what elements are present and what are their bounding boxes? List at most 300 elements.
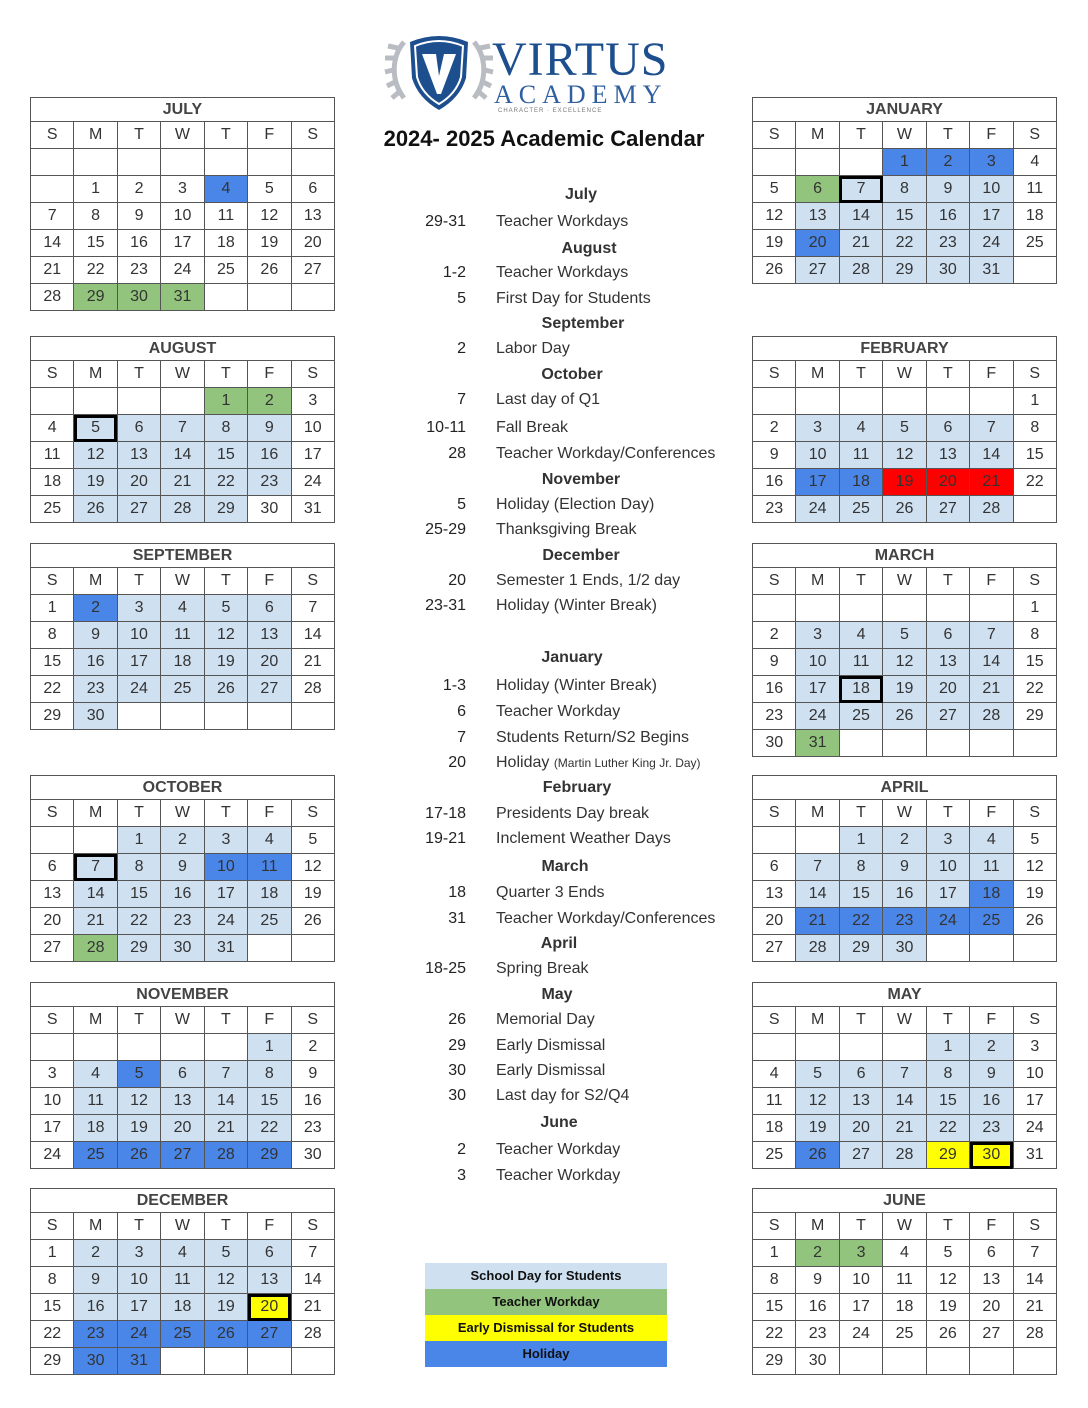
month-title: OCTOBER — [31, 776, 335, 800]
calendar-day: 22 — [883, 230, 926, 257]
calendar-day: 28 — [839, 257, 882, 284]
calendar-day: 16 — [74, 1294, 117, 1321]
calendar-day: 6 — [796, 176, 839, 203]
calendar-day: 17 — [31, 1115, 74, 1142]
calendar-empty-cell — [291, 284, 334, 311]
calendar-day: 4 — [161, 595, 204, 622]
weekday-header: T — [839, 800, 882, 827]
calendar-day: 4 — [839, 415, 882, 442]
calendar-day: 4 — [970, 827, 1013, 854]
calendar-day: 22 — [839, 908, 882, 935]
calendar-empty-cell — [161, 703, 204, 730]
calendar-day: 27 — [753, 935, 796, 962]
calendar-day: 12 — [796, 1088, 839, 1115]
calendar-day: 23 — [926, 230, 969, 257]
calendar-day: 1 — [883, 149, 926, 176]
calendar-day: 2 — [291, 1034, 334, 1061]
calendar-day: 19 — [753, 230, 796, 257]
calendar-day: 5 — [796, 1061, 839, 1088]
calendar-day: 30 — [796, 1348, 839, 1375]
calendar-day: 20 — [248, 649, 291, 676]
calendar-day: 13 — [839, 1088, 882, 1115]
calendar-day: 18 — [31, 469, 74, 496]
calendar-day: 17 — [117, 649, 160, 676]
calendar-day: 19 — [117, 1115, 160, 1142]
calendar-empty-cell — [1013, 257, 1056, 284]
calendar-day: 2 — [753, 622, 796, 649]
calendar-january — [752, 97, 1057, 284]
calendar-day: 20 — [161, 1115, 204, 1142]
calendar-empty-cell — [161, 1348, 204, 1375]
calendar-day: 4 — [1013, 149, 1056, 176]
calendar-day: 27 — [248, 676, 291, 703]
calendar-day: 2 — [117, 176, 160, 203]
calendar-day: 13 — [291, 203, 334, 230]
calendar-day: 14 — [204, 1088, 247, 1115]
calendar-april — [752, 775, 1057, 962]
calendar-day: 19 — [1013, 881, 1056, 908]
calendar-day: 24 — [117, 1321, 160, 1348]
calendar-day: 18 — [204, 230, 247, 257]
calendar-empty-cell — [883, 1348, 926, 1375]
weekday-header: S — [291, 800, 334, 827]
calendar-day: 12 — [753, 203, 796, 230]
weekday-header: T — [204, 800, 247, 827]
calendar-day: 11 — [970, 854, 1013, 881]
weekday-header: T — [204, 122, 247, 149]
calendar-day: 25 — [839, 703, 882, 730]
weekday-header: T — [926, 122, 969, 149]
weekday-header: W — [161, 361, 204, 388]
calendar-day: 1 — [753, 1240, 796, 1267]
calendar-day: 26 — [926, 1321, 969, 1348]
calendar-day: 29 — [248, 1142, 291, 1169]
calendar-day: 12 — [74, 442, 117, 469]
calendar-day: 25 — [204, 257, 247, 284]
calendar-day: 15 — [31, 1294, 74, 1321]
calendar-day: 31 — [970, 257, 1013, 284]
calendar-day: 30 — [74, 1348, 117, 1375]
calendar-day: 14 — [1013, 1267, 1056, 1294]
calendar-day: 15 — [1013, 442, 1056, 469]
calendar-day: 9 — [291, 1061, 334, 1088]
weekday-header: T — [926, 1213, 969, 1240]
weekday-header: S — [31, 361, 74, 388]
calendar-day: 8 — [31, 1267, 74, 1294]
calendar-june — [752, 1188, 1057, 1375]
calendar-day: 24 — [839, 1321, 882, 1348]
calendar-day: 16 — [970, 1088, 1013, 1115]
calendar-day: 3 — [970, 149, 1013, 176]
calendar-day: 25 — [753, 1142, 796, 1169]
weekday-header: M — [796, 1007, 839, 1034]
calendar-day: 28 — [291, 1321, 334, 1348]
calendar-day: 12 — [883, 649, 926, 676]
calendar-day: 15 — [248, 1088, 291, 1115]
calendar-day: 10 — [291, 415, 334, 442]
calendar-day: 23 — [883, 908, 926, 935]
weekday-header: F — [248, 361, 291, 388]
weekday-header: T — [839, 361, 882, 388]
calendar-day: 14 — [970, 442, 1013, 469]
calendar-day: 7 — [291, 595, 334, 622]
calendar-day: 16 — [796, 1294, 839, 1321]
calendar-day: 20 — [291, 230, 334, 257]
calendar-day: 26 — [796, 1142, 839, 1169]
weekday-header: F — [970, 361, 1013, 388]
calendar-day: 30 — [248, 496, 291, 523]
calendar-day: 24 — [117, 676, 160, 703]
calendar-empty-cell — [796, 595, 839, 622]
weekday-header: M — [74, 800, 117, 827]
calendar-day: 3 — [926, 827, 969, 854]
calendar-day: 13 — [161, 1088, 204, 1115]
calendar-empty-cell — [926, 935, 969, 962]
calendar-day: 24 — [926, 908, 969, 935]
calendar-day: 5 — [883, 622, 926, 649]
calendar-empty-cell — [204, 1034, 247, 1061]
calendar-day: 15 — [74, 230, 117, 257]
weekday-header: T — [117, 1213, 160, 1240]
calendar-day: 12 — [117, 1088, 160, 1115]
month-heading-september: September — [541, 315, 625, 332]
weekday-header: T — [117, 361, 160, 388]
calendar-day: 2 — [74, 595, 117, 622]
calendar-day: 9 — [926, 176, 969, 203]
calendar-day: 7 — [1013, 1240, 1056, 1267]
calendar-day: 5 — [926, 1240, 969, 1267]
calendar-empty-cell — [74, 827, 117, 854]
calendar-day: 11 — [883, 1267, 926, 1294]
weekday-header: M — [796, 122, 839, 149]
calendar-day: 27 — [161, 1142, 204, 1169]
calendar-day: 3 — [204, 827, 247, 854]
calendar-march — [752, 543, 1057, 757]
calendar-day: 8 — [248, 1061, 291, 1088]
calendar-day: 7 — [204, 1061, 247, 1088]
calendar-day: 12 — [926, 1267, 969, 1294]
calendar-empty-cell — [31, 388, 74, 415]
calendar-day: 5 — [883, 415, 926, 442]
weekday-header: M — [74, 568, 117, 595]
weekday-header: W — [883, 800, 926, 827]
calendar-empty-cell — [753, 149, 796, 176]
calendar-day: 21 — [970, 469, 1013, 496]
calendar-day: 31 — [291, 496, 334, 523]
calendar-day: 27 — [839, 1142, 882, 1169]
weekday-header: M — [796, 800, 839, 827]
calendar-day: 18 — [161, 1294, 204, 1321]
weekday-header: S — [31, 1213, 74, 1240]
calendar-day: 14 — [31, 230, 74, 257]
calendar-day: 25 — [839, 496, 882, 523]
calendar-day: 26 — [753, 257, 796, 284]
weekday-header: T — [926, 361, 969, 388]
calendar-day: 15 — [117, 881, 160, 908]
weekday-header: W — [161, 1007, 204, 1034]
calendar-day: 23 — [970, 1115, 1013, 1142]
calendar-day: 30 — [161, 935, 204, 962]
calendar-day: 3 — [1013, 1034, 1056, 1061]
page-title: 2024- 2025 Academic Calendar — [383, 126, 705, 151]
calendar-day: 19 — [204, 649, 247, 676]
calendar-day: 10 — [796, 442, 839, 469]
calendar-day: 25 — [161, 676, 204, 703]
calendar-day: 5 — [1013, 827, 1056, 854]
calendar-day: 29 — [926, 1142, 969, 1169]
calendar-day: 3 — [117, 595, 160, 622]
calendar-day: 3 — [31, 1061, 74, 1088]
calendar-day: 11 — [1013, 176, 1056, 203]
calendar-day: 18 — [839, 676, 882, 703]
calendar-empty-cell — [926, 730, 969, 757]
calendar-day: 31 — [796, 730, 839, 757]
calendar-empty-cell — [883, 730, 926, 757]
weekday-header: F — [970, 1213, 1013, 1240]
month-title: AUGUST — [31, 337, 335, 361]
month-heading-august: August — [561, 240, 617, 257]
calendar-day: 11 — [753, 1088, 796, 1115]
weekday-header: T — [839, 1007, 882, 1034]
calendar-day: 18 — [839, 469, 882, 496]
calendar-may — [752, 982, 1057, 1169]
logo-brand-text: VIRTUS — [492, 33, 669, 86]
calendar-day: 6 — [926, 622, 969, 649]
calendar-empty-cell — [117, 1034, 160, 1061]
calendar-day: 5 — [248, 176, 291, 203]
calendar-day: 22 — [31, 1321, 74, 1348]
calendar-empty-cell — [753, 1034, 796, 1061]
calendar-day: 31 — [204, 935, 247, 962]
calendar-day: 2 — [796, 1240, 839, 1267]
calendar-day: 22 — [204, 469, 247, 496]
calendar-day: 2 — [926, 149, 969, 176]
month-title: NOVEMBER — [31, 983, 335, 1007]
calendar-day: 16 — [117, 230, 160, 257]
calendar-empty-cell — [248, 935, 291, 962]
calendar-empty-cell — [839, 388, 882, 415]
calendar-day: 13 — [796, 203, 839, 230]
calendar-day: 17 — [926, 881, 969, 908]
weekday-header: F — [970, 800, 1013, 827]
calendar-day: 26 — [204, 676, 247, 703]
calendar-day: 20 — [248, 1294, 291, 1321]
calendar-day: 21 — [796, 908, 839, 935]
calendar-day: 29 — [31, 703, 74, 730]
weekday-header: M — [74, 122, 117, 149]
calendar-day: 6 — [970, 1240, 1013, 1267]
calendar-day: 29 — [883, 257, 926, 284]
calendar-day: 2 — [970, 1034, 1013, 1061]
weekday-header: W — [883, 122, 926, 149]
calendar-day: 16 — [161, 881, 204, 908]
legend-holiday: Holiday — [425, 1341, 667, 1367]
calendar-day: 16 — [74, 649, 117, 676]
calendar-empty-cell — [161, 1034, 204, 1061]
calendar-day: 1 — [1013, 388, 1056, 415]
calendar-day: 12 — [204, 1267, 247, 1294]
calendar-day: 4 — [204, 176, 247, 203]
calendar-day: 13 — [970, 1267, 1013, 1294]
calendar-day: 2 — [248, 388, 291, 415]
calendar-day: 21 — [204, 1115, 247, 1142]
calendar-day: 23 — [796, 1321, 839, 1348]
calendar-day: 6 — [248, 1240, 291, 1267]
calendar-empty-cell — [1013, 1348, 1056, 1375]
month-title: DECEMBER — [31, 1189, 335, 1213]
calendar-day: 30 — [117, 284, 160, 311]
month-title: APRIL — [753, 776, 1057, 800]
calendar-day: 4 — [883, 1240, 926, 1267]
calendar-empty-cell — [753, 595, 796, 622]
calendar-day: 29 — [753, 1348, 796, 1375]
calendar-day: 7 — [74, 854, 117, 881]
calendar-september — [30, 543, 335, 730]
weekday-header: T — [926, 1007, 969, 1034]
calendar-day: 24 — [31, 1142, 74, 1169]
calendar-empty-cell — [1013, 730, 1056, 757]
calendar-day: 22 — [117, 908, 160, 935]
calendar-empty-cell — [117, 388, 160, 415]
calendar-empty-cell — [970, 935, 1013, 962]
calendar-day: 23 — [74, 1321, 117, 1348]
calendar-day: 17 — [291, 442, 334, 469]
weekday-header: T — [117, 568, 160, 595]
calendar-day: 19 — [883, 469, 926, 496]
calendar-day: 17 — [161, 230, 204, 257]
calendar-day: 1 — [204, 388, 247, 415]
calendar-day: 20 — [796, 230, 839, 257]
calendar-day: 12 — [291, 854, 334, 881]
calendar-day: 11 — [161, 1267, 204, 1294]
calendar-day: 30 — [74, 703, 117, 730]
weekday-header: T — [204, 568, 247, 595]
calendar-day: 20 — [970, 1294, 1013, 1321]
calendar-day: 9 — [248, 415, 291, 442]
calendar-day: 4 — [74, 1061, 117, 1088]
calendar-day: 19 — [926, 1294, 969, 1321]
calendar-day: 29 — [839, 935, 882, 962]
calendar-day: 10 — [970, 176, 1013, 203]
calendar-empty-cell — [796, 388, 839, 415]
calendar-empty-cell — [796, 1034, 839, 1061]
calendar-day: 10 — [117, 622, 160, 649]
weekday-header: F — [970, 1007, 1013, 1034]
calendar-day: 23 — [161, 908, 204, 935]
calendar-day: 29 — [1013, 703, 1056, 730]
calendar-day: 17 — [1013, 1088, 1056, 1115]
calendar-empty-cell — [926, 595, 969, 622]
weekday-header: T — [926, 800, 969, 827]
calendar-empty-cell — [74, 149, 117, 176]
calendar-empty-cell — [926, 388, 969, 415]
calendar-empty-cell — [970, 388, 1013, 415]
calendar-day: 28 — [970, 496, 1013, 523]
calendar-day: 27 — [926, 496, 969, 523]
calendar-day: 12 — [248, 203, 291, 230]
calendar-day: 17 — [117, 1294, 160, 1321]
calendar-day: 22 — [74, 257, 117, 284]
calendar-day: 28 — [161, 496, 204, 523]
weekday-header: M — [74, 1213, 117, 1240]
calendar-day: 6 — [753, 854, 796, 881]
calendar-december — [30, 1188, 335, 1375]
calendar-empty-cell — [883, 1034, 926, 1061]
calendar-day: 22 — [248, 1115, 291, 1142]
calendar-empty-cell — [117, 703, 160, 730]
calendar-empty-cell — [204, 703, 247, 730]
calendar-day: 22 — [1013, 676, 1056, 703]
calendar-day: 26 — [291, 908, 334, 935]
calendar-day: 9 — [161, 854, 204, 881]
calendar-day: 7 — [970, 415, 1013, 442]
calendar-empty-cell — [839, 595, 882, 622]
weekday-header: S — [291, 1007, 334, 1034]
calendar-day: 31 — [1013, 1142, 1056, 1169]
calendar-empty-cell — [753, 388, 796, 415]
weekday-header: W — [883, 361, 926, 388]
calendar-day: 10 — [1013, 1061, 1056, 1088]
calendar-day: 18 — [161, 649, 204, 676]
calendar-day: 25 — [161, 1321, 204, 1348]
calendar-day: 6 — [161, 1061, 204, 1088]
calendar-day: 28 — [204, 1142, 247, 1169]
weekday-header: W — [161, 122, 204, 149]
calendar-july — [30, 97, 335, 311]
calendar-day: 15 — [1013, 649, 1056, 676]
month-title: MARCH — [753, 544, 1057, 568]
calendar-day: 7 — [291, 1240, 334, 1267]
calendar-empty-cell — [161, 388, 204, 415]
month-title: SEPTEMBER — [31, 544, 335, 568]
calendar-day: 8 — [117, 854, 160, 881]
calendar-day: 23 — [117, 257, 160, 284]
calendar-day: 1 — [117, 827, 160, 854]
calendar-day: 16 — [883, 881, 926, 908]
weekday-header: S — [291, 361, 334, 388]
calendar-day: 17 — [204, 881, 247, 908]
logo-tagline: CHARACTER · EXCELLENCE — [498, 108, 603, 114]
calendar-day: 20 — [926, 469, 969, 496]
weekday-header: T — [117, 122, 160, 149]
calendar-day: 9 — [74, 1267, 117, 1294]
calendar-day: 18 — [1013, 203, 1056, 230]
calendar-day: 8 — [31, 622, 74, 649]
calendar-empty-cell — [970, 595, 1013, 622]
calendar-day: 31 — [117, 1348, 160, 1375]
calendar-day: 19 — [796, 1115, 839, 1142]
calendar-day: 17 — [839, 1294, 882, 1321]
weekday-header: T — [117, 1007, 160, 1034]
weekday-header: S — [1013, 800, 1056, 827]
month-title: FEBRUARY — [753, 337, 1057, 361]
month-heading-march: March — [541, 858, 589, 875]
legend-school-day: School Day for Students — [425, 1263, 667, 1289]
weekday-header: W — [161, 1213, 204, 1240]
month-heading-october: October — [541, 366, 603, 383]
calendar-day: 21 — [31, 257, 74, 284]
calendar-day: 27 — [926, 703, 969, 730]
calendar-day: 21 — [291, 649, 334, 676]
calendar-day: 5 — [117, 1061, 160, 1088]
calendar-day: 24 — [204, 908, 247, 935]
calendar-empty-cell — [74, 1034, 117, 1061]
calendar-day: 28 — [970, 703, 1013, 730]
calendar-day: 12 — [883, 442, 926, 469]
calendar-day: 20 — [839, 1115, 882, 1142]
weekday-header: T — [839, 122, 882, 149]
calendar-day: 19 — [204, 1294, 247, 1321]
